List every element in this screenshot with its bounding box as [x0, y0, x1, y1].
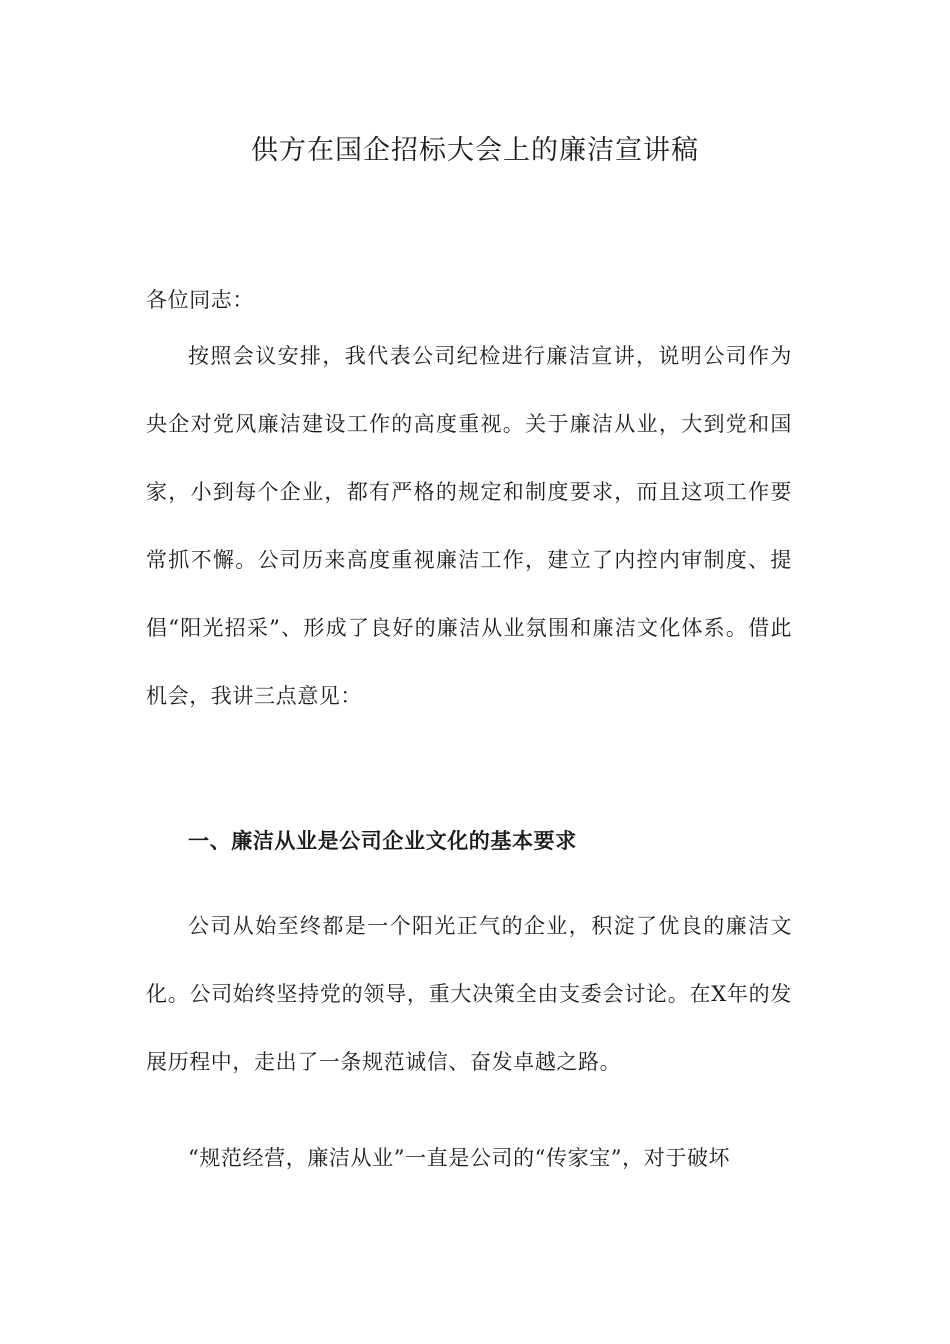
paragraph-section1-a: 公司从始至终都是一个阳光正气的企业，积淀了优良的廉洁文化。公司始终坚持党的领导，重大决策全由支委会讨论。在X年的发展历程中，走出了一条规范诚信、奋发卓越之路。	[146, 914, 792, 1074]
paragraph-intro: 按照会议安排，我代表公司纪检进行廉洁宣讲，说明公司作为央企对党风廉洁建设工作的高度重视。关于廉洁从业，大到党和国家，小到每个企业，都有严格的规定和制度要求，而且这项工作要常抓不懈。公司历来高度重视廉洁工作，建立了内控内审制度、提倡“阳光招采”、形成了良好的廉洁从业氛围和廉洁文化体系。借此机会，我讲三点意见：	[146, 344, 792, 708]
paragraph-section1-b: “规范经营，廉洁从业”一直是公司的“传家宝”，对于破坏	[188, 1146, 731, 1170]
salutation: 各位同志：	[146, 288, 254, 312]
document-title: 供方在国企招标大会上的廉洁宣讲稿	[251, 135, 699, 166]
section-heading-1: 一、廉洁从业是公司企业文化的基本要求	[188, 829, 577, 853]
